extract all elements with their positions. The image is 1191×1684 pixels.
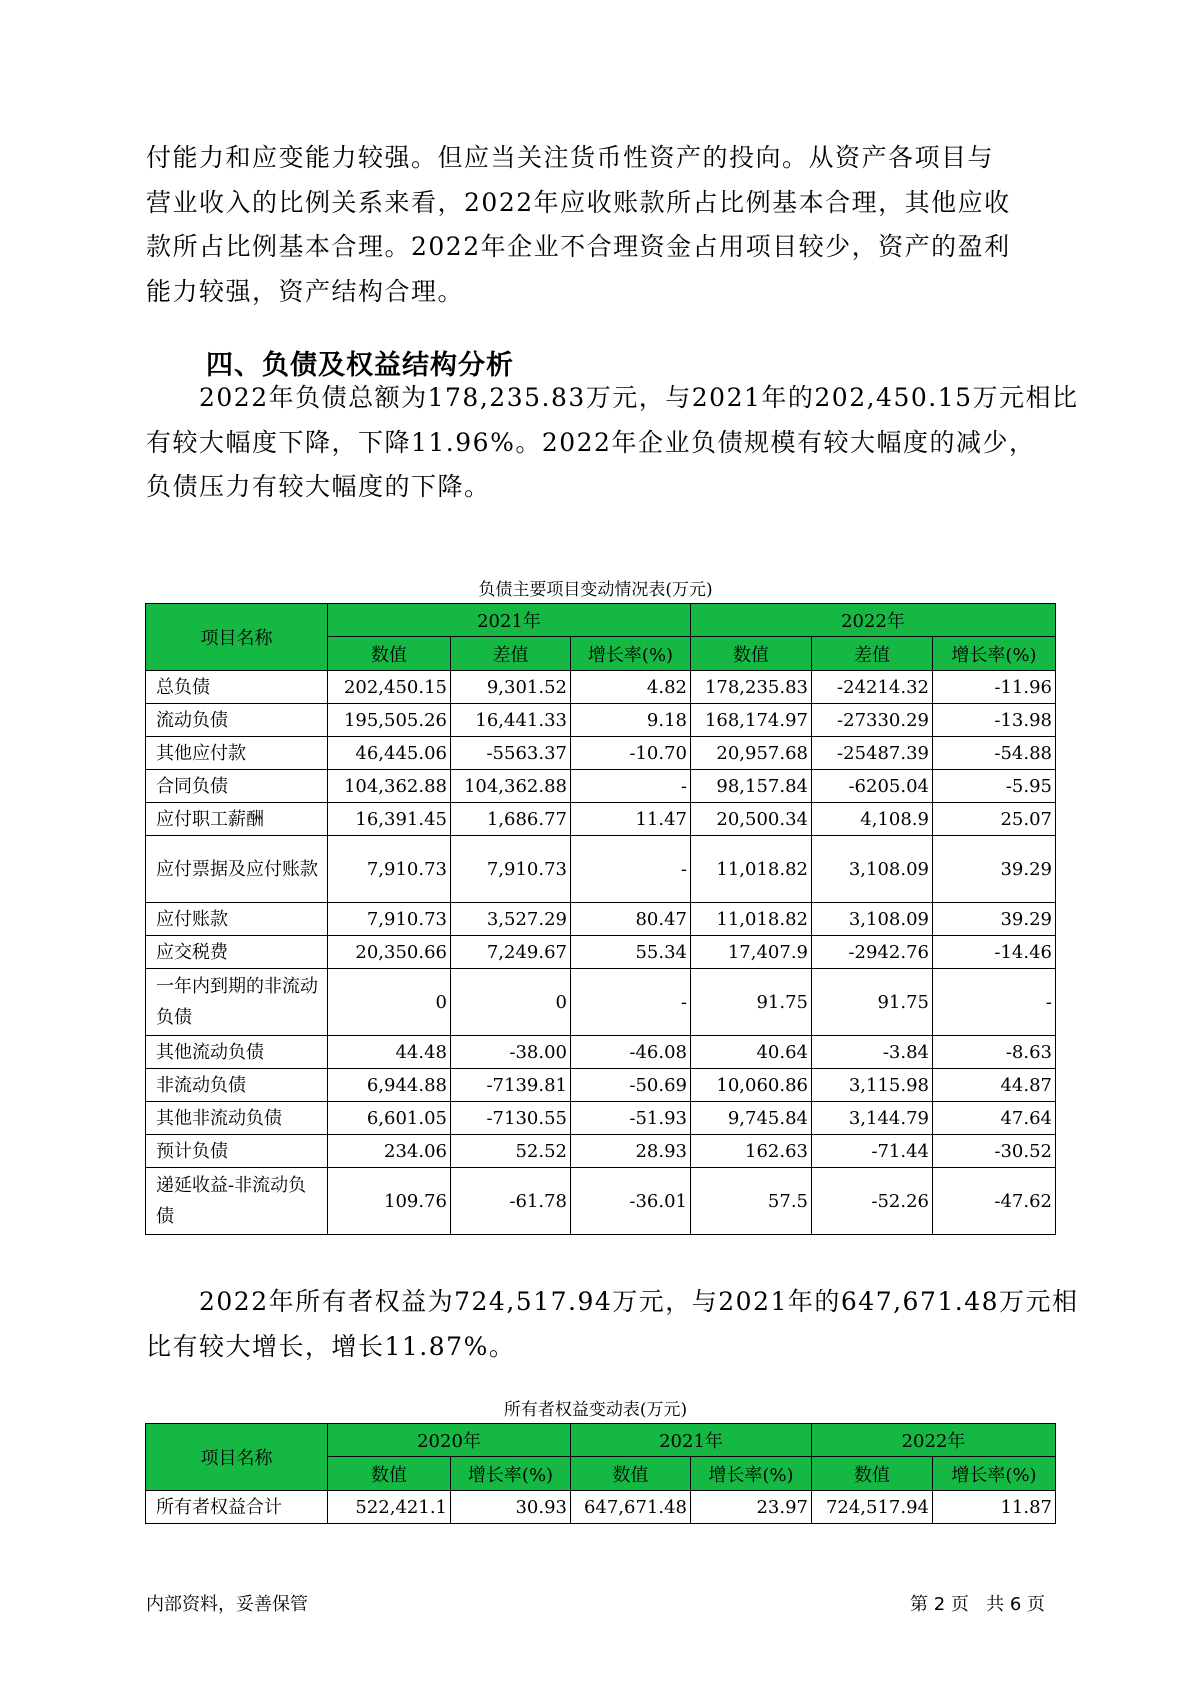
year-header: 2021年 bbox=[328, 604, 691, 637]
table-cell: -2942.76 bbox=[812, 936, 933, 969]
table-cell: - bbox=[571, 969, 691, 1036]
table-row bbox=[146, 704, 1056, 737]
table-cell: 6,601.05 bbox=[328, 1102, 451, 1135]
text-line: 付能力和应变能力较强。但应当关注货币性资产的投向。从资产各项目与 bbox=[146, 143, 995, 172]
table-cell: 47.64 bbox=[933, 1102, 1056, 1135]
row-label: 非流动负债 bbox=[146, 1069, 328, 1102]
table-cell: -30.52 bbox=[933, 1135, 1056, 1168]
table-cell: -47.62 bbox=[933, 1168, 1056, 1235]
table-cell: 16,441.33 bbox=[451, 704, 571, 737]
table-cell: 23.97 bbox=[691, 1491, 812, 1524]
table-cell: -14.46 bbox=[933, 936, 1056, 969]
table-cell: 3,108.09 bbox=[812, 836, 933, 903]
table-cell: 11.47 bbox=[571, 803, 691, 836]
table-cell: 55.34 bbox=[571, 936, 691, 969]
table-cell: - bbox=[571, 770, 691, 803]
table-cell: 522,421.1 bbox=[328, 1491, 451, 1524]
text-line: 2022年负债总额为178,235.83万元，与2021年的202,450.15万元相比 bbox=[146, 383, 1079, 412]
table-cell: 98,157.84 bbox=[691, 770, 812, 803]
column-header: 增长率(%) bbox=[691, 1457, 812, 1491]
year-header: 2022年 bbox=[812, 1424, 1056, 1457]
table-cell: - bbox=[933, 969, 1056, 1036]
table-cell: 0 bbox=[328, 969, 451, 1036]
row-label: 总负债 bbox=[146, 671, 328, 704]
table-cell: 46,445.06 bbox=[328, 737, 451, 770]
column-header: 增长率(%) bbox=[933, 1457, 1056, 1491]
column-header: 数值 bbox=[691, 637, 812, 671]
table-row bbox=[146, 1069, 1056, 1102]
footer-note: 内部资料，妥善保管 bbox=[146, 1594, 308, 1615]
row-label: 流动负债 bbox=[146, 704, 328, 737]
year-header: 2020年 bbox=[328, 1424, 571, 1457]
table-cell: -61.78 bbox=[451, 1168, 571, 1235]
table-cell: 11,018.82 bbox=[691, 836, 812, 903]
table-row bbox=[146, 836, 1056, 903]
table-cell: 6,944.88 bbox=[328, 1069, 451, 1102]
row-label: 预计负债 bbox=[146, 1135, 328, 1168]
row-label: 其他流动负债 bbox=[146, 1036, 328, 1069]
table-cell: 104,362.88 bbox=[451, 770, 571, 803]
column-header: 增长率(%) bbox=[451, 1457, 571, 1491]
table-cell: 80.47 bbox=[571, 903, 691, 936]
table-row bbox=[146, 1491, 1056, 1524]
table-cell: -24214.32 bbox=[812, 671, 933, 704]
table-cell: 40.64 bbox=[691, 1036, 812, 1069]
table-cell: 57.5 bbox=[691, 1168, 812, 1235]
item-name-header: 项目名称 bbox=[146, 1424, 328, 1491]
table-cell: 16,391.45 bbox=[328, 803, 451, 836]
table-cell: 234.06 bbox=[328, 1135, 451, 1168]
table-cell: 10,060.86 bbox=[691, 1069, 812, 1102]
row-label: 应交税费 bbox=[146, 936, 328, 969]
table-cell: -71.44 bbox=[812, 1135, 933, 1168]
table-cell: -10.70 bbox=[571, 737, 691, 770]
row-label: 合同负债 bbox=[146, 770, 328, 803]
table-cell: -5563.37 bbox=[451, 737, 571, 770]
equity-paragraph bbox=[146, 1280, 1079, 1369]
table-cell: 7,910.73 bbox=[328, 836, 451, 903]
table-cell: -8.63 bbox=[933, 1036, 1056, 1069]
column-header: 数值 bbox=[328, 637, 451, 671]
row-label: 应付账款 bbox=[146, 903, 328, 936]
intro-paragraph bbox=[146, 136, 1046, 314]
table-cell: 724,517.94 bbox=[812, 1491, 933, 1524]
table-cell: 17,407.9 bbox=[691, 936, 812, 969]
table-cell: -46.08 bbox=[571, 1036, 691, 1069]
table-cell: 162.63 bbox=[691, 1135, 812, 1168]
row-label: 所有者权益合计 bbox=[146, 1491, 328, 1524]
table-cell: 647,671.48 bbox=[571, 1491, 691, 1524]
table-row bbox=[146, 737, 1056, 770]
column-header: 增长率(%) bbox=[933, 637, 1056, 671]
table-cell: 20,500.34 bbox=[691, 803, 812, 836]
equity-table bbox=[145, 1423, 1056, 1524]
table-cell: 4.82 bbox=[571, 671, 691, 704]
text-line: 能力较强，资产结构合理。 bbox=[146, 276, 465, 306]
table-cell: 20,957.68 bbox=[691, 737, 812, 770]
table-cell: 168,174.97 bbox=[691, 704, 812, 737]
table-row bbox=[146, 969, 1056, 1036]
table-cell: 1,686.77 bbox=[451, 803, 571, 836]
page-number: 第 2 页 共 6 页 bbox=[910, 1594, 1045, 1615]
table-row bbox=[146, 1168, 1056, 1235]
table-cell: 202,450.15 bbox=[328, 671, 451, 704]
table-cell: 91.75 bbox=[691, 969, 812, 1036]
text-line: 款所占比例基本合理。2022年企业不合理资金占用项目较少，资产的盈利 bbox=[146, 232, 1011, 261]
table-cell: 28.93 bbox=[571, 1135, 691, 1168]
table-row bbox=[146, 936, 1056, 969]
table-cell: 39.29 bbox=[933, 903, 1056, 936]
table-cell: -6205.04 bbox=[812, 770, 933, 803]
table-cell: 20,350.66 bbox=[328, 936, 451, 969]
table-cell: -50.69 bbox=[571, 1069, 691, 1102]
table-cell: 39.29 bbox=[933, 836, 1056, 903]
row-label: 递延收益-非流动负债 bbox=[146, 1168, 328, 1235]
table-cell: 9,745.84 bbox=[691, 1102, 812, 1135]
table-cell: 3,108.09 bbox=[812, 903, 933, 936]
column-header: 差值 bbox=[451, 637, 571, 671]
table-cell: 3,115.98 bbox=[812, 1069, 933, 1102]
table-cell: - bbox=[571, 836, 691, 903]
table-cell: 3,144.79 bbox=[812, 1102, 933, 1135]
table-cell: -38.00 bbox=[451, 1036, 571, 1069]
table-cell: 91.75 bbox=[812, 969, 933, 1036]
table-cell: 109.76 bbox=[328, 1168, 451, 1235]
table-row bbox=[146, 1102, 1056, 1135]
table-row bbox=[146, 770, 1056, 803]
row-label: 其他非流动负债 bbox=[146, 1102, 328, 1135]
table-row bbox=[146, 803, 1056, 836]
table-cell: 4,108.9 bbox=[812, 803, 933, 836]
table-cell: 11,018.82 bbox=[691, 903, 812, 936]
row-label: 应付职工薪酬 bbox=[146, 803, 328, 836]
table-cell: 9,301.52 bbox=[451, 671, 571, 704]
table-cell: -36.01 bbox=[571, 1168, 691, 1235]
table-cell: 11.87 bbox=[933, 1491, 1056, 1524]
table-row bbox=[146, 903, 1056, 936]
equity-table-caption: 所有者权益变动表(万元) bbox=[503, 1400, 688, 1420]
table-cell: 195,505.26 bbox=[328, 704, 451, 737]
table-cell: -51.93 bbox=[571, 1102, 691, 1135]
table-cell: 7,249.67 bbox=[451, 936, 571, 969]
liabilities-table bbox=[145, 603, 1056, 1235]
table-cell: 44.87 bbox=[933, 1069, 1056, 1102]
table-cell: -3.84 bbox=[812, 1036, 933, 1069]
text-line: 负债压力有较大幅度的下降。 bbox=[146, 472, 491, 501]
row-label: 其他应付款 bbox=[146, 737, 328, 770]
table-cell: -7139.81 bbox=[451, 1069, 571, 1102]
column-header: 数值 bbox=[571, 1457, 691, 1491]
item-name-header: 项目名称 bbox=[146, 604, 328, 671]
text-line: 营业收入的比例关系来看，2022年应收账款所占比例基本合理，其他应收 bbox=[146, 187, 1011, 217]
column-header: 差值 bbox=[812, 637, 933, 671]
table-cell: 178,235.83 bbox=[691, 671, 812, 704]
year-header: 2022年 bbox=[691, 604, 1056, 637]
text-line: 2022年所有者权益为724,517.94万元，与2021年的647,671.48万元相 bbox=[146, 1287, 1079, 1316]
table-cell: 30.93 bbox=[451, 1491, 571, 1524]
table-cell: -5.95 bbox=[933, 770, 1056, 803]
table-cell: 7,910.73 bbox=[328, 903, 451, 936]
row-label: 应付票据及应付账款 bbox=[146, 836, 328, 903]
table-cell: 7,910.73 bbox=[451, 836, 571, 903]
table-cell: 52.52 bbox=[451, 1135, 571, 1168]
table-cell: 44.48 bbox=[328, 1036, 451, 1069]
table-cell: -27330.29 bbox=[812, 704, 933, 737]
row-label: 一年内到期的非流动负债 bbox=[146, 969, 328, 1036]
liabilities-table-caption: 负债主要项目变动情况表(万元) bbox=[478, 580, 713, 600]
year-header: 2021年 bbox=[571, 1424, 812, 1457]
table-cell: 25.07 bbox=[933, 803, 1056, 836]
table-cell: -54.88 bbox=[933, 737, 1056, 770]
table-cell: 104,362.88 bbox=[328, 770, 451, 803]
text-line: 比有较大增长，增长11.87%。 bbox=[146, 1331, 516, 1361]
table-cell: -13.98 bbox=[933, 704, 1056, 737]
section-heading: 四、负债及权益结构分析 bbox=[206, 350, 514, 381]
column-header: 数值 bbox=[328, 1457, 451, 1491]
table-row bbox=[146, 671, 1056, 704]
table-row bbox=[146, 1135, 1056, 1168]
column-header: 增长率(%) bbox=[571, 637, 691, 671]
table-cell: 0 bbox=[451, 969, 571, 1036]
table-cell: -25487.39 bbox=[812, 737, 933, 770]
text-line: 有较大幅度下降，下降11.96%。2022年企业负债规模有较大幅度的减少， bbox=[146, 427, 1036, 457]
table-cell: 3,527.29 bbox=[451, 903, 571, 936]
table-cell: 9.18 bbox=[571, 704, 691, 737]
table-cell: -7130.55 bbox=[451, 1102, 571, 1135]
table-cell: -11.96 bbox=[933, 671, 1056, 704]
table-cell: -52.26 bbox=[812, 1168, 933, 1235]
liabilities-paragraph bbox=[146, 376, 1079, 510]
table-row bbox=[146, 1036, 1056, 1069]
column-header: 数值 bbox=[812, 1457, 933, 1491]
